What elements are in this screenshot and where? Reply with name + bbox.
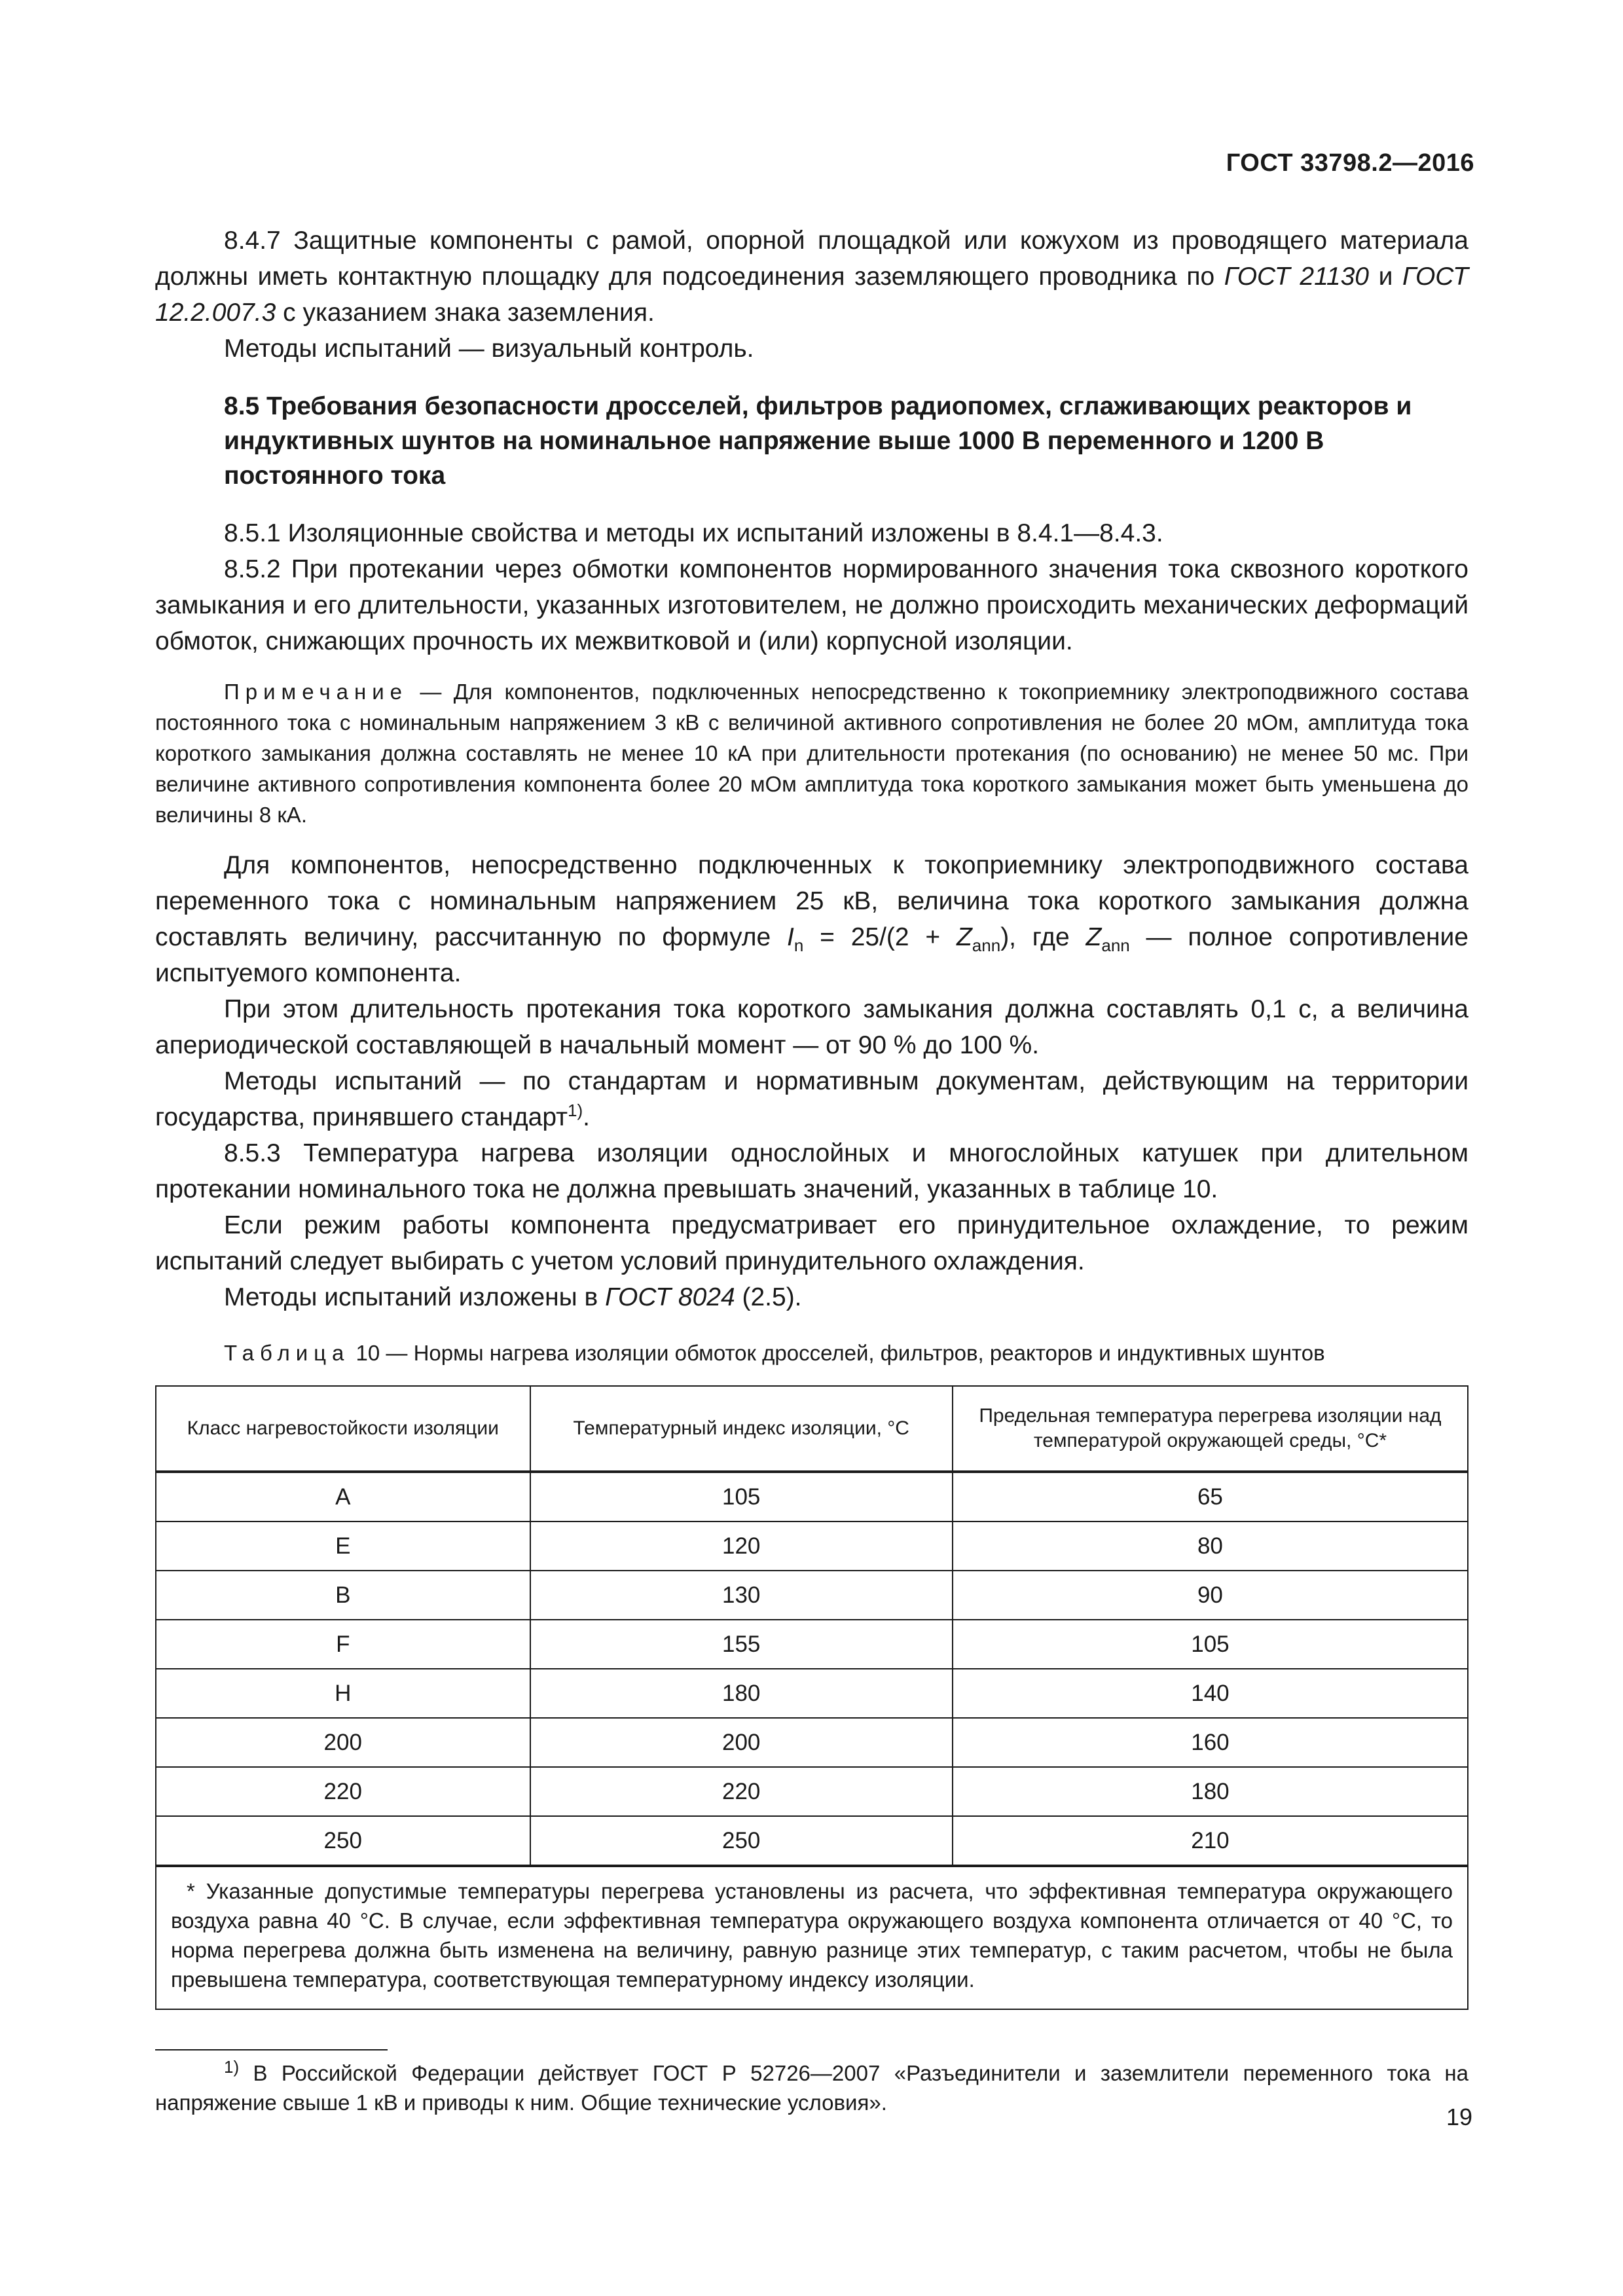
table-row <box>156 1669 1468 1718</box>
table-cell: А <box>156 1472 530 1522</box>
table-cell: 160 <box>953 1718 1468 1767</box>
table-cell: 65 <box>953 1472 1468 1522</box>
table-row <box>156 1571 1468 1620</box>
note-text: — Для компонентов, подключенных непосредственно к токоприемнику электроподвижного состава постоянного тока с номинальным напряжением 3 кВ с величиной активного сопротивления не более 20 мОм, амплитуда тока короткого замыкания должна составлять не менее 10 кА при длительности протекания (по основанию) не менее 50 мс. При величине активного сопротивления компонента более 20 мОм амплитуда тока короткого замыкания может быть уменьшена до величины 8 кА. <box>155 680 1468 827</box>
table-cell: 80 <box>953 1522 1468 1571</box>
table-cell: 140 <box>953 1669 1468 1718</box>
text-span: и <box>1368 263 1403 291</box>
text-span: . <box>583 1103 591 1131</box>
table-footnote-row <box>156 1866 1468 2009</box>
table-caption-label: Таблица <box>224 1341 350 1365</box>
page-number: 19 <box>1446 2104 1472 2130</box>
formula-symbol: Z <box>956 923 972 951</box>
standard-reference: ГОСТ 21130 <box>1224 263 1369 291</box>
text-span: 8.4.7 Защитные компоненты с рамой, опорной площадкой или кожухом из проводящего материала должны иметь контактную площадку для подсоединения заземляющего проводника по <box>155 227 1468 291</box>
text-span: Методы испытаний изложены в <box>224 1283 606 1311</box>
table-cell: 200 <box>156 1718 530 1767</box>
paragraph-8-5-3: 8.5.3 Температура нагрева изоляции однослойных и многослойных катушек при длительном протекании номинального тока не должна превышать значений, указанных в таблице 10. <box>155 1139 1468 1203</box>
text-span: (2.5). <box>735 1283 802 1311</box>
page-content <box>155 223 1468 2117</box>
section-heading-8-5: 8.5 Требования безопасности дросселей, фильтров радиопомех, сглаживающих реакторов и индуктивных шунтов на номинальное напряжение выше 1000 В переменного и 1200 В постоянного тока <box>224 392 1412 490</box>
paragraph-test-methods-visual: Методы испытаний — визуальный контроль. <box>224 335 754 363</box>
paragraph-8-4-7 <box>155 223 1468 331</box>
table-cell: 180 <box>530 1669 953 1718</box>
standard-reference: ГОСТ 8024 <box>605 1283 735 1311</box>
footnote-marker: 1) <box>224 2057 240 2077</box>
table-cell: 120 <box>530 1522 953 1571</box>
formula-symbol: I <box>787 923 794 951</box>
text-span: ), где <box>1000 923 1086 951</box>
table-cell: 220 <box>156 1767 530 1816</box>
table-cell: 155 <box>530 1620 953 1669</box>
footnote-marker: 1) <box>568 1101 583 1120</box>
table-cell: 220 <box>530 1767 953 1816</box>
text-span: с указанием знака заземления. <box>276 299 655 327</box>
table-cell: 105 <box>953 1620 1468 1669</box>
table-caption <box>155 1338 1468 1368</box>
table-cell: F <box>156 1620 530 1669</box>
paragraph-cooling: Если режим работы компонента предусматривает его принудительное охлаждение, то режим испытаний следует выбирать с учетом условий принудительного охлаждения. <box>155 1211 1468 1275</box>
table-cell: В <box>156 1571 530 1620</box>
formula-subscript: n <box>793 935 804 955</box>
column-header: Температурный индекс изоляции, °С <box>530 1386 953 1472</box>
table-cell: 250 <box>530 1816 953 1866</box>
table-cell: Е <box>156 1522 530 1571</box>
page-footnote <box>155 2058 1468 2117</box>
formula-symbol: Z <box>1085 923 1102 951</box>
table-cell: 180 <box>953 1767 1468 1816</box>
table-row <box>156 1472 1468 1522</box>
note-paragraph <box>155 676 1468 830</box>
insulation-heating-table <box>155 1385 1468 2010</box>
table-caption-text: 10 — Нормы нагрева изоляции обмоток дросселей, фильтров, реакторов и индуктивных шунтов <box>350 1341 1325 1365</box>
table-cell: 210 <box>953 1816 1468 1866</box>
table-row <box>156 1767 1468 1816</box>
note-label: Примечание <box>224 680 409 704</box>
table-footnote: * Указанные допустимые температуры перегрева установлены из расчета, что эффективная температура окружающего воздуха равна 40 °С. В случае, если эффективная температура окружающего воздуха компонента отличается от 40 °С, то норма перегрева должна быть изменена на величину, равную разнице этих температур, с таким расчетом, чтобы не была превышена температура, соответствующая температурному индексу изоляции. <box>156 1866 1468 2009</box>
table-cell: Н <box>156 1669 530 1718</box>
column-header: Класс нагревостойкости изоляции <box>156 1386 530 1472</box>
footnote-text: В Российской Федерации действует ГОСТ Р 52726—2007 «Разъединители и заземлители переменного тока на напряжение свыше 1 кВ и приводы к ним. Общие технические условия». <box>155 2061 1468 2115</box>
table-cell: 90 <box>953 1571 1468 1620</box>
text-span: — полное сопротивление испытуемого компонента. <box>155 923 1468 987</box>
column-header: Предельная температура перегрева изоляции над температурой окружающей среды, °С* <box>953 1386 1468 1472</box>
table-row <box>156 1522 1468 1571</box>
table-cell: 200 <box>530 1718 953 1767</box>
paragraph-8-5-1: 8.5.1 Изоляционные свойства и методы их испытаний изложены в 8.4.1—8.4.3. <box>224 519 1163 547</box>
text-span: Для компонентов, непосредственно подключенных к токоприемнику электроподвижного состава переменного тока с номинальным напряжением 25 кВ, величина тока короткого замыкания должна составлять величину, рассчитанную по формуле <box>155 851 1468 951</box>
formula-subscript: ann <box>1101 935 1130 955</box>
table-cell: 130 <box>530 1571 953 1620</box>
text-span: Методы испытаний — по стандартам и нормативным документам, действующим на территории государства, принявшего стандарт <box>155 1067 1468 1131</box>
paragraph-test-methods-standards <box>155 1063 1468 1135</box>
table-row <box>156 1620 1468 1669</box>
table-row <box>156 1816 1468 1866</box>
paragraph-test-methods-gost <box>155 1279 1468 1315</box>
paragraph-8-5-2: 8.5.2 При протекании через обмотки компонентов нормированного значения тока сквозного короткого замыкания и его длительности, указанных изготовителем, не должно происходить механических деформаций обмоток, снижающих прочность их межвитковой и (или) корпусной изоляции. <box>155 555 1468 655</box>
footnote-divider <box>155 2049 388 2050</box>
table-header-row <box>156 1386 1468 1472</box>
paragraph-ac-current <box>155 847 1468 991</box>
table-cell: 250 <box>156 1816 530 1866</box>
formula-subscript: ann <box>972 935 1001 955</box>
table-cell: 105 <box>530 1472 953 1522</box>
table-row <box>156 1718 1468 1767</box>
paragraph-duration: При этом длительность протекания тока короткого замыкания должна составлять 0,1 с, а величина апериодической составляющей в начальный момент — от 90 % до 100 %. <box>155 995 1468 1059</box>
text-span: = 25/(2 + <box>803 923 957 951</box>
standard-header: ГОСТ 33798.2—2016 <box>1226 149 1474 177</box>
standard-reference: ГОСТ 12.2.007.3 <box>155 263 1468 327</box>
